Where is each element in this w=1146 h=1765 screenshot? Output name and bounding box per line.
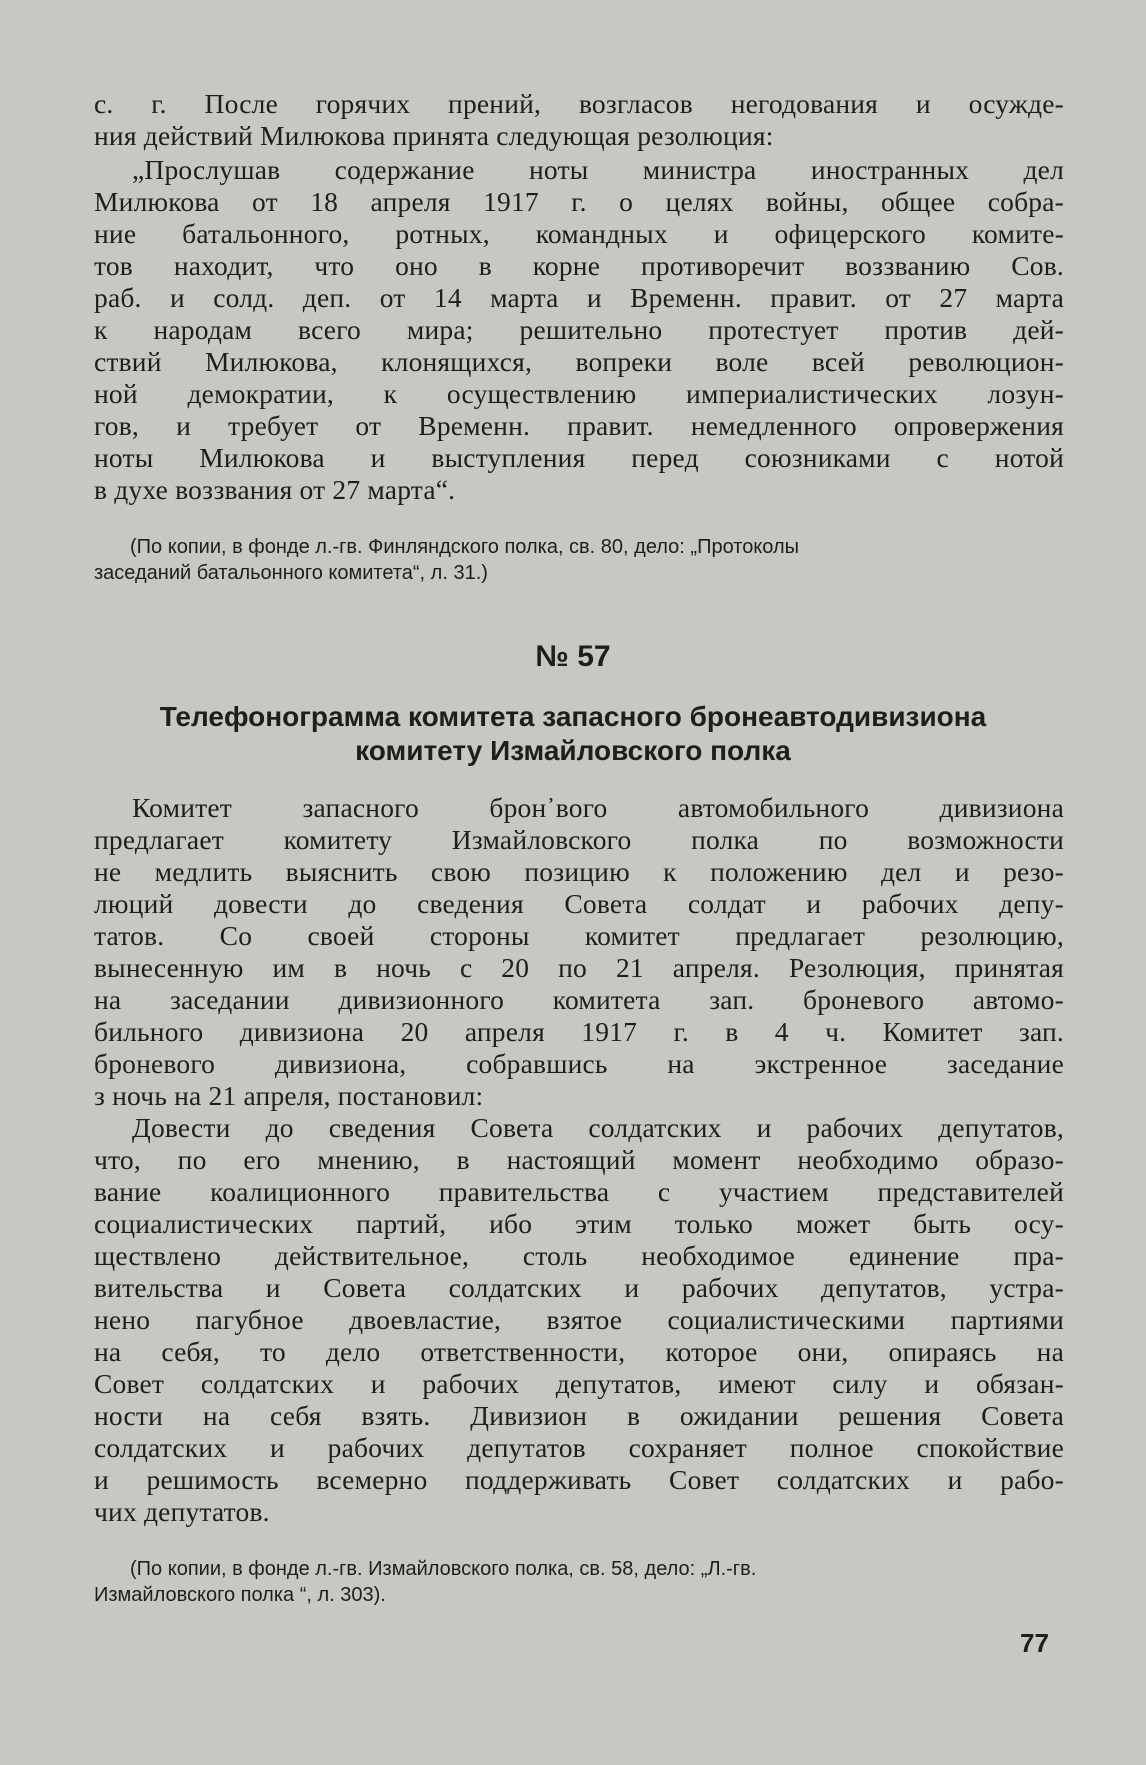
text-line: на заседании дивизионного комитета зап. броневого автомо- [94,984,1064,1015]
text-line: на себя, то дело ответственности, которое они, опираясь на [94,1336,1064,1367]
text-line: ности на себя взять. Дивизион в ожидании решения Совета [94,1400,1064,1431]
title-line: комитету Измайловского полка [355,735,791,766]
text-line: вание коалиционного правительства с участием представителей [94,1176,1064,1207]
text-line: люций довести до сведения Совета солдат и рабочих депу- [94,888,1064,919]
source-line: Измайловского полка “, л. 303). [94,1584,386,1606]
text-line: вынесенную им в ночь с 20 по 21 апреля. Резолюция, принятая [94,952,1064,983]
text-line: социалистических партий, ибо этим только может быть осу- [94,1208,1064,1239]
text-line: и решимость всемерно поддерживать Совет солдатских и рабо- [94,1464,1064,1495]
text-line: „Прослушав содержание ноты министра иностранных дел [132,154,1064,185]
text-line: Довести до сведения Совета солдатских и рабочих депутатов, [132,1112,1064,1143]
text-line: Милюкова от 18 апреля 1917 г. о целях войны, общее собра- [94,186,1064,217]
text-line: тов находит, что оно в корне противоречит воззванию Сов. [94,250,1064,281]
text-line: к народам всего мира; решительно протестует против дей- [94,314,1064,345]
text-line: ной демократии, к осуществлению империалистических лозун- [94,378,1064,409]
text-line: гов, и требует от Временн. правит. немедленного опровержения [94,410,1064,441]
text-line: ществлено действительное, столь необходимое единение пра- [94,1240,1064,1271]
source-note [94,534,1064,586]
text-line: ние батальонного, ротных, командных и офицерского комите- [94,218,1064,249]
text-line: татов. Со своей стороны комитет предлагает резолюцию, [94,920,1064,951]
text-line: чих депутатов. [94,1496,270,1527]
continuation-paragraph [94,88,1064,152]
text-line: вительства и Совета солдатских и рабочих депутатов, устра- [94,1272,1064,1303]
title-line: Телефонограмма комитета запасного бронеавтодивизиона [159,701,987,732]
text-line: ствий Милюкова, клонящихся, вопреки воле всей революцион- [94,346,1064,377]
text-line: что, по его мнению, в настоящий момент необходимо образо- [94,1144,1064,1175]
source-line: (По копии, в фонде л.-гв. Финляндского полка, св. 80, дело: „Протоколы [130,536,800,558]
page-number: 77 [1020,1628,1049,1658]
text-line: Комитет запасного брон᾽вого автомобильного дивизиона [132,792,1064,823]
text-line: ноты Милюкова и выступления перед союзниками с нотой [94,442,1064,473]
text-line: з ночь на 21 апреля, постановил: [94,1080,484,1111]
text-line: в духе воззвания от 27 марта“. [94,474,456,505]
body-paragraph-1 [94,792,1064,1112]
text-line: бильного дивизиона 20 апреля 1917 г. в 4 ч. Комитет зап. [94,1016,1064,1047]
text-line: предлагает комитету Измайловского полка по возможности [94,824,1064,855]
text-line: раб. и солд. деп. от 14 марта и Временн. правит. от 27 марта [94,282,1064,313]
text-line: не медлить выяснить свою позицию к положению дел и резо- [94,856,1064,887]
text-line: Совет солдатских и рабочих депутатов, имеют силу и обязан- [94,1368,1064,1399]
source-note [94,1556,1064,1608]
text-line: броневого дивизиона, собравшись на экстренное заседание [94,1048,1064,1079]
body-paragraph-2 [94,1112,1064,1528]
document-title [80,700,1066,768]
source-line: заседаний батальонного комитета“, л. 31.) [94,562,488,584]
text-line: с. г. После горячих прений, возгласов негодования и осужде- [94,88,1064,119]
text-line: солдатских и рабочих депутатов сохраняет полное спокойствие [94,1432,1064,1463]
text-line: ния действий Милюкова принята следующая резолюция: [94,120,774,151]
text-line: нено пагубное двоевластие, взятое социалистическими партиями [94,1304,1064,1335]
document-number: № 57 [535,640,611,673]
source-line: (По копии, в фонде л.-гв. Измайловского полка, св. 58, дело: „Л.-гв. [130,1558,757,1580]
resolution-quote [94,154,1064,506]
